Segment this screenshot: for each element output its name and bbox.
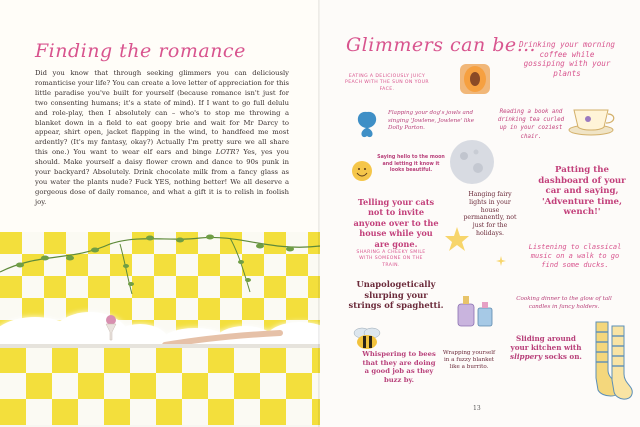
note-fairy-lights: Hanging fairy lights in your house permanently, not just for the holidays. [463,191,517,237]
note-candles: Cooking dinner to the glow of tall candles in fancy holders. [516,296,612,310]
note-dog-jowls: Flapping your dog's jowls and singing 'Jowlene, Jowlene' like Dolly Parton. [388,110,475,132]
page-number: 13 [473,405,481,412]
note-dashboard: Patting the dashboard of your car and saying, 'Adventure time, wench!' [538,165,626,218]
socks-text-em: slippery [510,352,543,361]
note-fuzzy-blanket: Wrapping yourself in a fuzzy blanket like a burrito. [442,350,496,371]
ivy-vine-illustration [0,232,320,312]
left-page-body [35,69,289,208]
right-page [320,0,640,427]
note-cheeky-smile: SHARING A CHEEKY SMILE WITH SOMEONE ON THE TRAIN. [356,250,426,268]
body-text-lotr: LOTR [215,148,236,157]
note-classical-music: Listening to classical music on a walk to go find some ducks. [528,243,622,269]
sun-face-icon [351,160,373,182]
bathtub-rim [0,344,320,348]
right-page-title: Glimmers can be… [346,34,537,56]
socks-text-before: Sliding around your kitchen with [510,334,582,352]
body-text-part1: Did you know that through seeking glimmers you can deliciously romanticise your life? You can create a love letter of appreciation for this little paradise you've built for yourself (because romance isn't just for two consenting humans; it's a state of mind). If I want to go full delulu and role-play, then I absolutely can – who's to stop me throwing a blanket down in a field to eat goopy brie and wait for Mr Darcy to appear, shirt open, jacket flapping in the wind, to handfeed me most ardently? (It's my fantasy, okay?) Actually I'm pretty sure we all share this one.) You want to wear elf ears and binge [35,69,289,157]
star-icon [444,226,470,252]
peach-icon [458,62,492,96]
note-book-tea: Reading a book and drinking tea curled up in your coziest chair. [497,109,565,140]
note-whispering-bees: Whispering to bees that they are doing a good job as they buzz by. [362,350,436,384]
teacup-icon [566,100,616,136]
socks-icon [590,318,634,404]
note-moon: Saying hello to the moon and letting it know it looks beautiful. [377,155,445,174]
butterfly-icon [354,108,380,140]
note-spaghetti: Unapologetically slurping your strings of spaghetti. [348,279,444,311]
body-text-part2: ? Yes, yes you should. Make yourself a daisy flower crown and dance to 90s punk in your backyard? Absolutely. Drink chocolate milk from a fancy glass as you water the plants nude? Fuck YES, nothing better! We all deserve a gorgeous dose of daily romance, and what a gift it is to relish in foolish joy. [35,148,289,206]
note-cats: Telling your cats not to invite anyone over to the house while you are gone. [353,197,439,249]
note-slippery-socks [506,334,586,361]
sparkle-icon [496,256,506,266]
glass-illustration [102,314,120,344]
socks-text-after: socks on. [542,352,582,361]
note-coffee: Drinking your morning coffee while gossiping with your plants [518,40,615,78]
note-peach: EATING A DELICIOUSLY JUICY PEACH WITH THE SUN ON YOUR FACE. [345,74,429,92]
perfume-bottles-icon [454,290,502,330]
bathtub-side [0,347,320,427]
bee-icon [350,326,384,352]
bathtub-photo [0,232,320,427]
moon-icon [448,138,496,186]
left-page-title: Finding the romance [35,40,246,62]
